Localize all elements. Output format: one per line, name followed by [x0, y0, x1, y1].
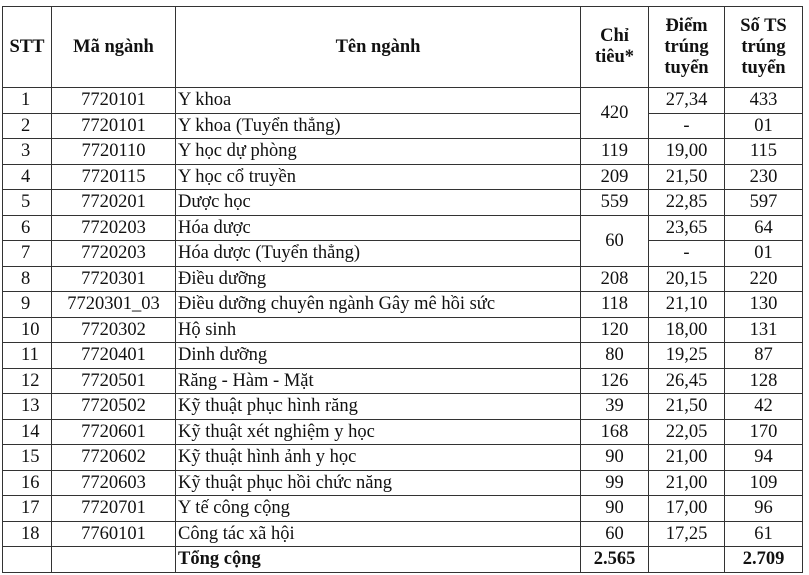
cell-admitted: 128 [725, 368, 803, 394]
cell-score: 22,05 [649, 419, 725, 445]
cell-stt: 16 [3, 470, 52, 496]
cell-name: Hộ sinh [176, 317, 581, 343]
table-row [3, 368, 803, 394]
cell-name: Dược học [176, 190, 581, 216]
header-stt: STT [3, 7, 52, 88]
cell-score: 27,34 [649, 88, 725, 114]
total-quota: 2.565 [581, 547, 649, 573]
table-row [3, 317, 803, 343]
table-row [3, 215, 803, 241]
cell-score: 17,25 [649, 521, 725, 547]
cell-admitted: 96 [725, 496, 803, 522]
cell-admitted: 433 [725, 88, 803, 114]
cell-quota: 208 [581, 266, 649, 292]
cell-quota: 39 [581, 394, 649, 420]
cell-score: 26,45 [649, 368, 725, 394]
cell-code: 7720701 [52, 496, 176, 522]
table-row [3, 241, 803, 267]
cell-score: 21,00 [649, 470, 725, 496]
cell-name: Điều dưỡng [176, 266, 581, 292]
cell-name: Điều dưỡng chuyên ngành Gây mê hồi sức [176, 292, 581, 318]
cell-score: 21,50 [649, 164, 725, 190]
header-score: Điểm trúng tuyển [649, 7, 725, 88]
cell-stt: 4 [3, 164, 52, 190]
cell-quota: 420 [581, 88, 649, 139]
cell-quota: 90 [581, 445, 649, 471]
total-admitted: 2.709 [725, 547, 803, 573]
cell-code: 7720502 [52, 394, 176, 420]
cell-admitted: 230 [725, 164, 803, 190]
cell-name: Răng - Hàm - Mặt [176, 368, 581, 394]
cell-name: Y khoa [176, 88, 581, 114]
table-row [3, 190, 803, 216]
cell-stt: 18 [3, 521, 52, 547]
table-row [3, 521, 803, 547]
cell-score: 19,25 [649, 343, 725, 369]
cell-quota: 99 [581, 470, 649, 496]
cell-stt: 3 [3, 139, 52, 165]
cell-quota: 90 [581, 496, 649, 522]
cell-stt: 12 [3, 368, 52, 394]
cell-name: Y học cổ truyền [176, 164, 581, 190]
table-row [3, 292, 803, 318]
cell-admitted: 131 [725, 317, 803, 343]
cell-stt: 9 [3, 292, 52, 318]
table-header [3, 7, 803, 88]
cell-score: 20,15 [649, 266, 725, 292]
cell-name: Y tế công cộng [176, 496, 581, 522]
cell-code: 7720602 [52, 445, 176, 471]
cell-score: 17,00 [649, 496, 725, 522]
cell-code: 7720302 [52, 317, 176, 343]
cell-code: 7720101 [52, 88, 176, 114]
cell-stt: 6 [3, 215, 52, 241]
cell-quota: 60 [581, 215, 649, 266]
table-row [3, 139, 803, 165]
table-row [3, 266, 803, 292]
cell-admitted: 64 [725, 215, 803, 241]
cell-score: 21,50 [649, 394, 725, 420]
cell-quota: 126 [581, 368, 649, 394]
table-row [3, 496, 803, 522]
cell-stt: 8 [3, 266, 52, 292]
table-row [3, 88, 803, 114]
cell-code: 7720603 [52, 470, 176, 496]
cell-stt: 1 [3, 88, 52, 114]
cell-code: 7720501 [52, 368, 176, 394]
cell-name: Hóa dược (Tuyển thẳng) [176, 241, 581, 267]
cell-score: 21,10 [649, 292, 725, 318]
cell-code: 7720110 [52, 139, 176, 165]
cell-admitted: 87 [725, 343, 803, 369]
cell-stt: 2 [3, 113, 52, 139]
total-row [3, 547, 803, 573]
table-row [3, 113, 803, 139]
cell-quota: 119 [581, 139, 649, 165]
table-row [3, 445, 803, 471]
cell-name: Kỹ thuật phục hình răng [176, 394, 581, 420]
cell-name: Hóa dược [176, 215, 581, 241]
cell-admitted: 01 [725, 241, 803, 267]
cell-admitted: 01 [725, 113, 803, 139]
cell-score: - [649, 113, 725, 139]
table-row [3, 419, 803, 445]
cell-code: 7720201 [52, 190, 176, 216]
cell-code: 7720115 [52, 164, 176, 190]
cell-code: 7720203 [52, 241, 176, 267]
cell-score: 23,65 [649, 215, 725, 241]
cell-quota: 559 [581, 190, 649, 216]
table-row [3, 343, 803, 369]
cell-name: Dinh dưỡng [176, 343, 581, 369]
cell-admitted: 109 [725, 470, 803, 496]
header-quota: Chỉ tiêu* [581, 7, 649, 88]
cell-code: 7720301_03 [52, 292, 176, 318]
cell-score: 19,00 [649, 139, 725, 165]
cell-score: - [649, 241, 725, 267]
table-body [3, 88, 803, 573]
cell-name: Y học dự phòng [176, 139, 581, 165]
header-row [3, 7, 803, 88]
cell-stt: 11 [3, 343, 52, 369]
header-code: Mã ngành [52, 7, 176, 88]
cell-stt: 5 [3, 190, 52, 216]
cell-code: 7720101 [52, 113, 176, 139]
table-row [3, 164, 803, 190]
cell-quota: 80 [581, 343, 649, 369]
cell-admitted: 130 [725, 292, 803, 318]
total-score [649, 547, 725, 573]
cell-name: Kỹ thuật xét nghiệm y học [176, 419, 581, 445]
cell-code: 7720601 [52, 419, 176, 445]
cell-stt: 17 [3, 496, 52, 522]
cell-code: 7720203 [52, 215, 176, 241]
cell-name: Kỹ thuật phục hồi chức năng [176, 470, 581, 496]
cell-stt: 14 [3, 419, 52, 445]
cell-admitted: 597 [725, 190, 803, 216]
cell-admitted: 170 [725, 419, 803, 445]
table-row [3, 470, 803, 496]
cell-code: 7760101 [52, 521, 176, 547]
cell-score: 18,00 [649, 317, 725, 343]
cell-admitted: 94 [725, 445, 803, 471]
cell-quota: 120 [581, 317, 649, 343]
cell-quota: 60 [581, 521, 649, 547]
cell-name: Kỹ thuật hình ảnh y học [176, 445, 581, 471]
cell-admitted: 42 [725, 394, 803, 420]
cell-quota: 118 [581, 292, 649, 318]
cell-score: 21,00 [649, 445, 725, 471]
cell-stt: 10 [3, 317, 52, 343]
total-empty-cell [52, 547, 176, 573]
total-empty-cell [3, 547, 52, 573]
admission-results-table [2, 6, 803, 573]
total-label: Tổng cộng [176, 547, 581, 573]
cell-quota: 209 [581, 164, 649, 190]
cell-stt: 15 [3, 445, 52, 471]
cell-code: 7720401 [52, 343, 176, 369]
cell-stt: 7 [3, 241, 52, 267]
admission-table-container [2, 6, 803, 573]
cell-admitted: 115 [725, 139, 803, 165]
cell-score: 22,85 [649, 190, 725, 216]
cell-stt: 13 [3, 394, 52, 420]
cell-code: 7720301 [52, 266, 176, 292]
cell-admitted: 61 [725, 521, 803, 547]
cell-quota: 168 [581, 419, 649, 445]
cell-admitted: 220 [725, 266, 803, 292]
cell-name: Công tác xã hội [176, 521, 581, 547]
header-admitted: Số TS trúng tuyển [725, 7, 803, 88]
header-name: Tên ngành [176, 7, 581, 88]
table-row [3, 394, 803, 420]
cell-name: Y khoa (Tuyển thẳng) [176, 113, 581, 139]
